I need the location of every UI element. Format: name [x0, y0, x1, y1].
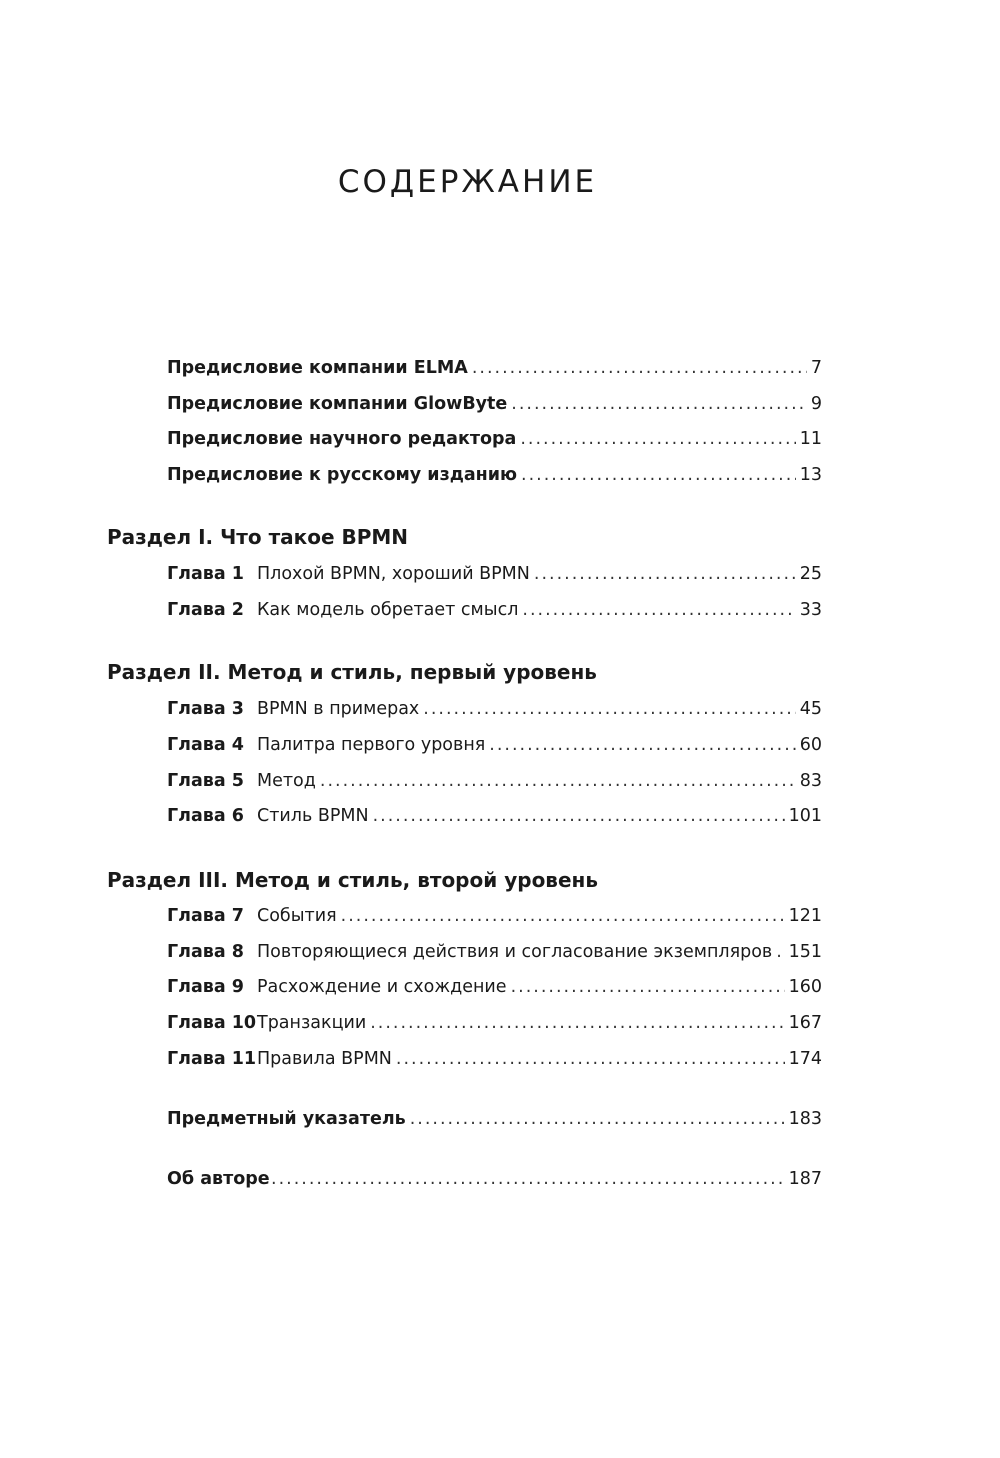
section-heading-3[interactable]: Раздел III. Метод и стиль, второй уровень: [107, 868, 598, 892]
toc-entry-label: Предисловие компании GlowByte: [167, 394, 508, 414]
toc-entry-page: 83: [799, 771, 822, 791]
toc-entry-label: События: [257, 906, 337, 926]
toc-entry-chapter-6[interactable]: [167, 803, 822, 829]
toc-entry-foreword-russian[interactable]: [167, 462, 822, 488]
chapter-number: Глава 8: [167, 942, 244, 962]
chapter-number: Глава 6: [167, 806, 244, 826]
toc-entry-label: Палитра первого уровня: [257, 735, 486, 755]
toc-entry-chapter-4[interactable]: [167, 732, 822, 758]
toc-entry-page: 160: [788, 977, 822, 997]
chapter-number: Глава 10: [167, 1013, 257, 1033]
section-heading-2[interactable]: Раздел II. Метод и стиль, первый уровень: [107, 660, 597, 684]
toc-entry-chapter-1[interactable]: [167, 561, 822, 587]
dot-leader: [410, 1106, 785, 1132]
toc-entry-page: 60: [799, 735, 822, 755]
dot-leader: [396, 1046, 785, 1072]
toc-entry-label: BPMN в примерах: [257, 699, 420, 719]
toc-entry-label: Как модель обретает смысл: [257, 600, 519, 620]
dot-leader: [341, 903, 785, 929]
toc-entry-label: Повторяющиеся действия и согласование экземпляров: [257, 942, 773, 962]
toc-entry-foreword-elma[interactable]: [167, 355, 822, 381]
toc-entry-chapter-10[interactable]: [167, 1010, 822, 1036]
dot-leader: [511, 974, 785, 1000]
toc-entry-page: 45: [799, 699, 822, 719]
dot-leader: [534, 561, 796, 587]
toc-entry-page: 151: [788, 942, 822, 962]
chapter-number: Глава 4: [167, 735, 244, 755]
toc-entry-page: 187: [788, 1169, 822, 1189]
toc-entry-label: Об авторе: [167, 1169, 270, 1189]
toc-entry-chapter-3[interactable]: [167, 696, 822, 722]
dot-leader: [320, 768, 796, 794]
toc-entry-label: Стиль BPMN: [257, 806, 369, 826]
toc-entry-page: 13: [799, 465, 822, 485]
dot-leader: [472, 355, 807, 381]
chapter-number: Глава 2: [167, 600, 244, 620]
toc-entry-chapter-9[interactable]: [167, 974, 822, 1000]
toc-entry-label: Метод: [257, 771, 316, 791]
toc-entry-chapter-2[interactable]: [167, 597, 822, 623]
section-heading-1[interactable]: Раздел I. Что такое BPMN: [107, 525, 409, 549]
toc-entry-chapter-5[interactable]: [167, 768, 822, 794]
chapter-number: Глава 7: [167, 906, 244, 926]
page-title: СОДЕРЖАНИЕ: [337, 164, 598, 200]
toc-entry-foreword-editor[interactable]: [167, 426, 822, 452]
toc-entry-page: 174: [788, 1049, 822, 1069]
toc-entry-label: Плохой BPMN, хороший BPMN: [257, 564, 530, 584]
toc-entry-page: 121: [788, 906, 822, 926]
toc-entry-page: 11: [799, 429, 822, 449]
toc-entry-about-author[interactable]: [167, 1166, 822, 1192]
dot-leader: [423, 696, 795, 722]
chapter-number: Глава 3: [167, 699, 244, 719]
toc-entry-label: Транзакции: [257, 1013, 367, 1033]
toc-entry-page: 9: [810, 394, 822, 414]
toc-entry-index[interactable]: [167, 1106, 822, 1132]
toc-entry-label: Предисловие к русскому изданию: [167, 465, 518, 485]
toc-entry-label: Предисловие научного редактора: [167, 429, 517, 449]
dot-leader: [520, 426, 795, 452]
dot-leader: [370, 1010, 784, 1036]
toc-entry-label: Расхождение и схождение: [257, 977, 507, 997]
toc-entry-page: 167: [788, 1013, 822, 1033]
dot-leader: [521, 462, 796, 488]
chapter-number: Глава 5: [167, 771, 244, 791]
toc-entry-chapter-7[interactable]: [167, 903, 822, 929]
toc-entry-label: Правила BPMN: [257, 1049, 392, 1069]
dot-leader: [522, 597, 795, 623]
dot-leader: [271, 1166, 785, 1192]
toc-entry-chapter-8[interactable]: [167, 939, 822, 965]
dot-leader: [489, 732, 795, 758]
dot-leader: [776, 939, 784, 965]
chapter-number: Глава 1: [167, 564, 244, 584]
dot-leader: [511, 391, 807, 417]
toc-entry-label: Предметный указатель: [167, 1109, 406, 1129]
toc-entry-chapter-11[interactable]: [167, 1046, 822, 1072]
toc-entry-page: 25: [799, 564, 822, 584]
dot-leader: [373, 803, 785, 829]
toc-entry-label: Предисловие компании ELMA: [167, 358, 468, 378]
chapter-number: Глава 11: [167, 1049, 257, 1069]
toc-entry-page: 33: [799, 600, 822, 620]
chapter-number: Глава 9: [167, 977, 244, 997]
toc-entry-page: 101: [788, 806, 822, 826]
toc-entry-page: 183: [788, 1109, 822, 1129]
toc-entry-page: 7: [810, 358, 822, 378]
toc-entry-foreword-glowbyte[interactable]: [167, 391, 822, 417]
